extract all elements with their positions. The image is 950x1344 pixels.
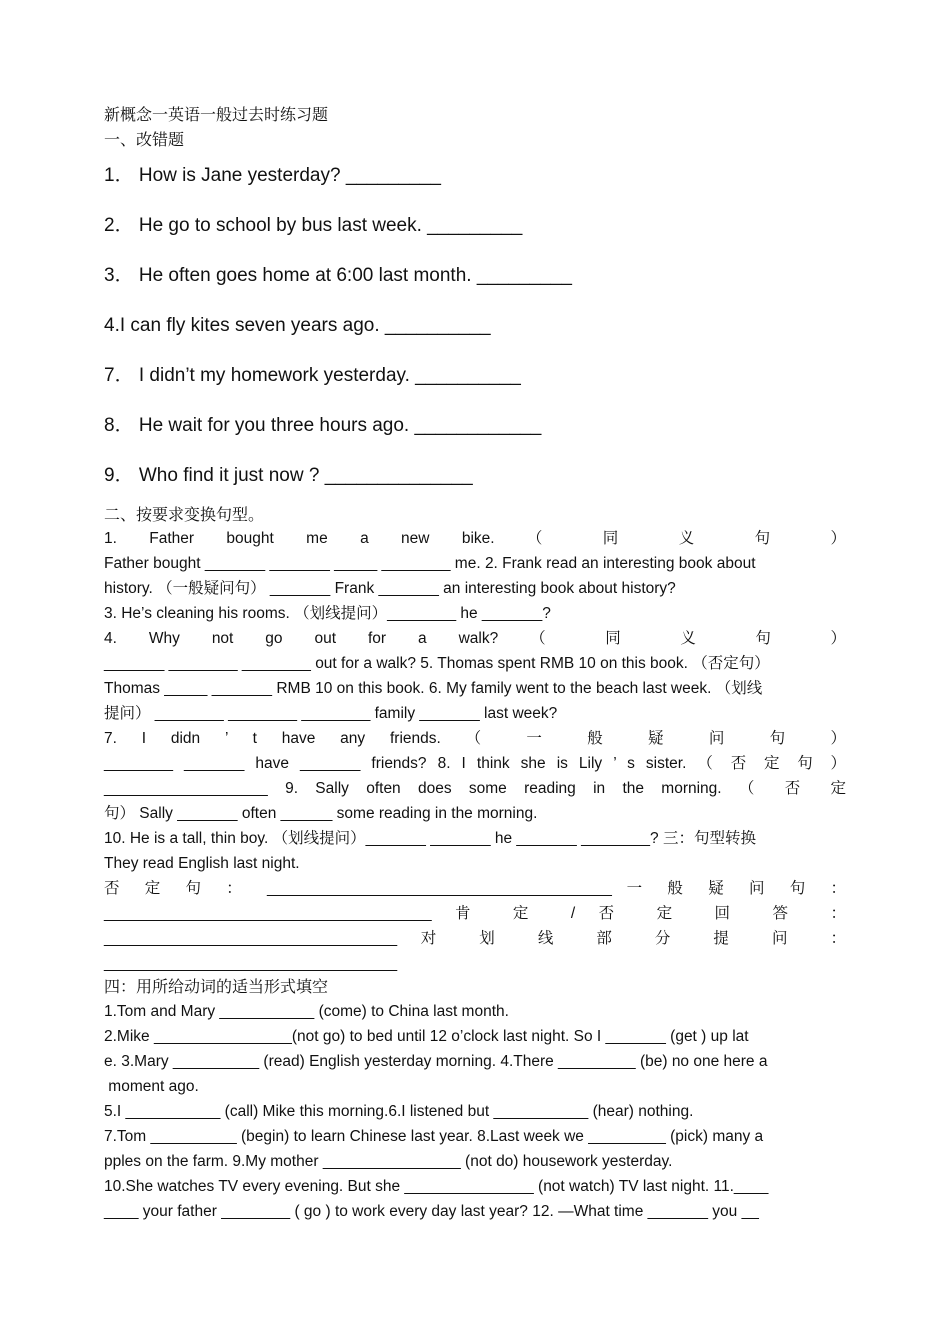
text-line: ______________________________________ 肯 定 / 否 定 回 答 ： xyxy=(104,905,846,922)
text-line: 1.Tom and Mary ___________ (come) to China last month. xyxy=(104,1003,509,1020)
section2-heading: 二、按要求变换句型。 xyxy=(104,505,265,524)
text-line: 7.Tom __________ (begin) to learn Chinese last year. 8.Last week we _________ (pick) many a xyxy=(104,1128,764,1145)
text-line: _______ ________ ________ out for a walk? 5. Thomas spent RMB 10 on this book. （否定句） xyxy=(104,655,770,672)
text-line: history. （一般疑问句） _______ Frank _______ an interesting book about history? xyxy=(104,580,676,597)
text-line: 1. Father bought me a new bike. （ 同 义 句 ） xyxy=(104,530,846,547)
text-line: Father bought _______ _______ _____ ________ me. 2. Frank read an interesting book about xyxy=(104,555,756,572)
text-line: moment ago. xyxy=(104,1078,199,1095)
exercise-line: 3． He often goes home at 6:00 last month. _________ xyxy=(104,265,572,286)
exercise-line: 4.I can fly kites seven years ago. __________ xyxy=(104,315,491,336)
text-line: 提问） ________ ________ ________ family _______ last week? xyxy=(104,705,558,722)
text-line: pples on the farm. 9.My mother ________________ (not do) housework yesterday. xyxy=(104,1153,673,1170)
section4-heading: 四：用所给动词的适当形式填空 xyxy=(104,977,329,996)
text-line: 10.She watches TV every evening. But she _______________ (not watch) TV last night. 11.____ xyxy=(104,1178,769,1195)
section1-heading: 一、改错题 xyxy=(104,130,185,149)
text-line: 7. I didn ’ t have any friends. （ 一 般 疑 问 句 ） xyxy=(104,730,846,747)
exercise-line: 1． How is Jane yesterday? _________ xyxy=(104,165,441,186)
exercise-line: 8． He wait for you three hours ago. ____________ xyxy=(104,415,542,436)
text-line: 10. He is a tall, thin boy. （划线提问）_______ _______ he _______ ________? 三：句型转换 xyxy=(104,830,756,847)
text-line: 3. He’s cleaning his rooms. （划线提问）________ he _______? xyxy=(104,605,551,622)
text-line: Thomas _____ _______ RMB 10 on this book. 6. My family went to the beach last week. （划线 xyxy=(104,680,763,697)
text-line: e. 3.Mary __________ (read) English yesterday morning. 4.There _________ (be) no one here a xyxy=(104,1053,768,1070)
text-line: ___________________ 9. Sally often does some reading in the morning. （ 否 定 xyxy=(104,780,846,797)
text-line: ________ _______ have _______ friends? 8. I think she is Lily ’ s sister. （ 否 定 句 ） xyxy=(104,755,846,772)
page-title: 新概念一英语一般过去时练习题 xyxy=(104,105,329,124)
text-line: 5.I ___________ (call) Mike this morning.6.I listened but ___________ (hear) nothing. xyxy=(104,1103,694,1120)
text-line: __________________________________ 对 划 线 部 分 提 问 ： xyxy=(104,930,846,947)
text-line: 2.Mike ________________(not go) to bed until 12 o’clock last night. So I _______ (get ) up lat xyxy=(104,1028,749,1045)
text-line: 4. Why not go out for a walk? （ 同 义 句 ） xyxy=(104,630,846,647)
exercise-line: 9． Who find it just now ? ______________ xyxy=(104,465,473,486)
text-line: 否 定 句 ： ________________________________________ 一 般 疑 问 句 ： xyxy=(104,880,846,897)
exercise-line: 2． He go to school by bus last week. _________ xyxy=(104,215,523,236)
text-line: ____ your father ________ ( go ) to work every day last year? 12. —What time _______ you __ xyxy=(104,1203,759,1220)
text-line: __________________________________ xyxy=(104,955,398,972)
text-line: They read English last night. xyxy=(104,855,300,872)
exercise-line: 7． I didn’t my homework yesterday. __________ xyxy=(104,365,521,386)
text-line: 句） Sally _______ often ______ some reading in the morning. xyxy=(104,805,538,822)
